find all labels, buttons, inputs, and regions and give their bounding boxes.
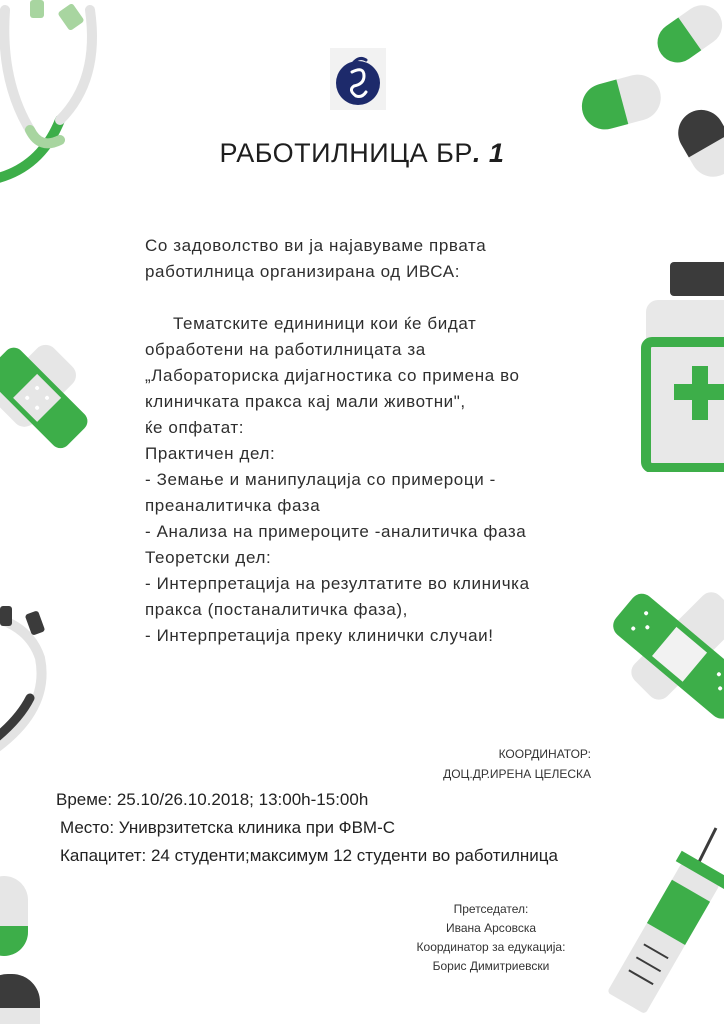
bandage-icon bbox=[0, 320, 90, 480]
snake-emblem-icon bbox=[330, 48, 386, 110]
theory-heading: Теоретски дел: bbox=[145, 548, 272, 567]
event-place: Место: Униврзитетска клиника при ФВМ-С bbox=[60, 818, 396, 837]
list-item: - Анализа на примероците -аналитичка фаза bbox=[145, 522, 527, 541]
topics-line: обработени на работилницата за bbox=[145, 340, 426, 359]
event-capacity: Капацитет: 24 студенти;максимум 12 студенти во работилница bbox=[60, 846, 558, 865]
intro-line: Со задоволство ви ја најавуваме првата bbox=[145, 236, 487, 255]
coordinator-name: ДОЦ.ДР.ИРЕНА ЦЕЛЕСКА bbox=[443, 767, 591, 781]
list-item: - Интерпретација преку клинички случаи! bbox=[145, 626, 494, 645]
event-info bbox=[56, 786, 558, 870]
president-name: Ивана Арсовска bbox=[445, 921, 537, 935]
president-label: Претседател: bbox=[453, 902, 529, 916]
title-text: РАБОТИЛНИЦА БР bbox=[219, 138, 473, 168]
bandage-icon bbox=[608, 568, 724, 728]
intro-line: работилница организирана од ИВСА: bbox=[145, 262, 461, 281]
pill-capsule-icon bbox=[0, 876, 50, 1024]
announcement-body bbox=[145, 233, 605, 649]
topics-line: „Лабораториска дијагностика со примена во bbox=[145, 366, 520, 385]
coordinator-label: КООРДИНАТОР: bbox=[498, 747, 591, 761]
list-item: - Интерпретација на резултатите во клиничка bbox=[145, 574, 530, 593]
page-title bbox=[0, 138, 724, 169]
stethoscope-icon bbox=[0, 598, 70, 758]
syringe-icon bbox=[596, 824, 724, 1024]
topics-line: ќе опфатат: bbox=[145, 418, 245, 437]
list-item: пракса (постаналитичка фаза), bbox=[145, 600, 408, 619]
coordinator-block bbox=[443, 744, 591, 784]
list-item: - Земање и манипулација со примероци - bbox=[145, 470, 496, 489]
event-time: Време: 25.10/26.10.2018; 13:00h-15:00h bbox=[56, 790, 369, 809]
title-number: . 1 bbox=[472, 138, 505, 168]
topics-line: клиничката пракса кај мали животни", bbox=[145, 392, 466, 411]
list-item: преаналитичка фаза bbox=[145, 496, 321, 515]
edu-coordinator-name: Борис Димитриевски bbox=[432, 959, 550, 973]
practical-heading: Практичен дел: bbox=[145, 444, 276, 463]
signers-block bbox=[398, 900, 584, 976]
edu-coordinator-label: Координатор за едукација: bbox=[416, 940, 566, 954]
medicine-bottle-icon bbox=[640, 262, 724, 472]
stethoscope-icon bbox=[0, 0, 120, 200]
topics-line: Тематските едининици кои ќе бидат bbox=[173, 314, 477, 333]
